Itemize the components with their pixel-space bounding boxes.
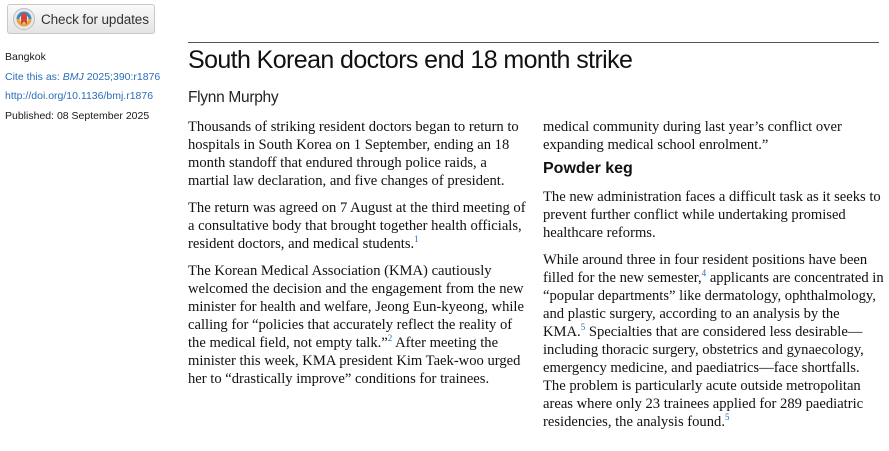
paragraph-2-text: The return was agreed on 7 August at the third meeting of a consultative body that brought together health officials, resident doctors, and medical students. (188, 200, 526, 252)
article-column-left (188, 118, 530, 397)
citation-prefix: Cite this as: (5, 70, 63, 83)
check-for-updates-button[interactable] (7, 4, 155, 34)
paragraph-1: Thousands of striking resident doctors began to return to hospitals in South Korea on 1 September, ending an 18 month standoff that endured through police raids, a martial law declaration, and five changes of president. (188, 119, 519, 189)
check-for-updates-label: Check for updates (41, 11, 149, 27)
paragraph-3 (188, 262, 530, 388)
paragraph-3-text-a: The Korean Medical Association (KMA) cautiously welcomed the decision and the engagement from the new minister for health and welfare, Jeong Eun-kyeong, while calling for “policies that accurately reflect the reality of the medical field, not empty talk.” (188, 263, 524, 351)
article-column-right (543, 118, 885, 440)
paragraph-2 (188, 199, 530, 253)
paragraph-5 (543, 251, 885, 431)
article-title: South Korean doctors end 18 month strike (188, 46, 633, 74)
paragraph-5-text-c: Specialties that are considered less desirable—including thoracic surgery, obstetrics and gynaecology, emergency medicine, and paediatrics—face shortfalls. The problem is particularly acute outside metropolitan areas where only 23 trainees applied for 289 paediatric residencies, the analysis found. (543, 324, 864, 430)
doi-link[interactable]: http://doi.org/10.1136/bmj.r1876 (5, 90, 154, 102)
paragraph-5-text-b: applicants are concentrated in “popular departments” like dermatology, ophthalmology, and plastic surgery, according to an analysis by the KMA. (543, 270, 884, 340)
published-date: Published: 08 September 2025 (5, 109, 150, 122)
paragraph-5-text-a: While around three in four resident positions have been filled for the new semester, (543, 252, 868, 286)
section-heading: Powder keg (543, 160, 633, 177)
citation-journal: BMJ (62, 70, 84, 83)
title-divider (188, 42, 879, 43)
location-text: Bangkok (5, 51, 46, 63)
reference-link-1[interactable]: 1 (414, 234, 419, 245)
paragraph-continuation: medical community during last year’s conflict over expanding medical school enrolment.” (543, 119, 842, 153)
citation-details: 2025;390:r1876 (83, 70, 161, 83)
author-name: Flynn Murphy (188, 89, 279, 106)
reference-link-5b[interactable]: 5 (724, 412, 730, 423)
paragraph-3-text-b: After meeting the minister this week, KMA president Kim Taek-woo urged her to “drastically improve” conditions for trainees. (188, 335, 521, 387)
crossmark-icon (13, 8, 35, 30)
citation[interactable] (5, 68, 170, 88)
article-metadata (5, 48, 170, 126)
reference-link-2[interactable]: 2 (387, 333, 393, 344)
paragraph-4: The new administration faces a difficult task as it seeks to prevent further conflict while undertaking promised healthcare reforms. (543, 189, 881, 241)
reference-link-5[interactable]: 5 (580, 322, 586, 333)
reference-link-4[interactable]: 4 (701, 268, 707, 279)
